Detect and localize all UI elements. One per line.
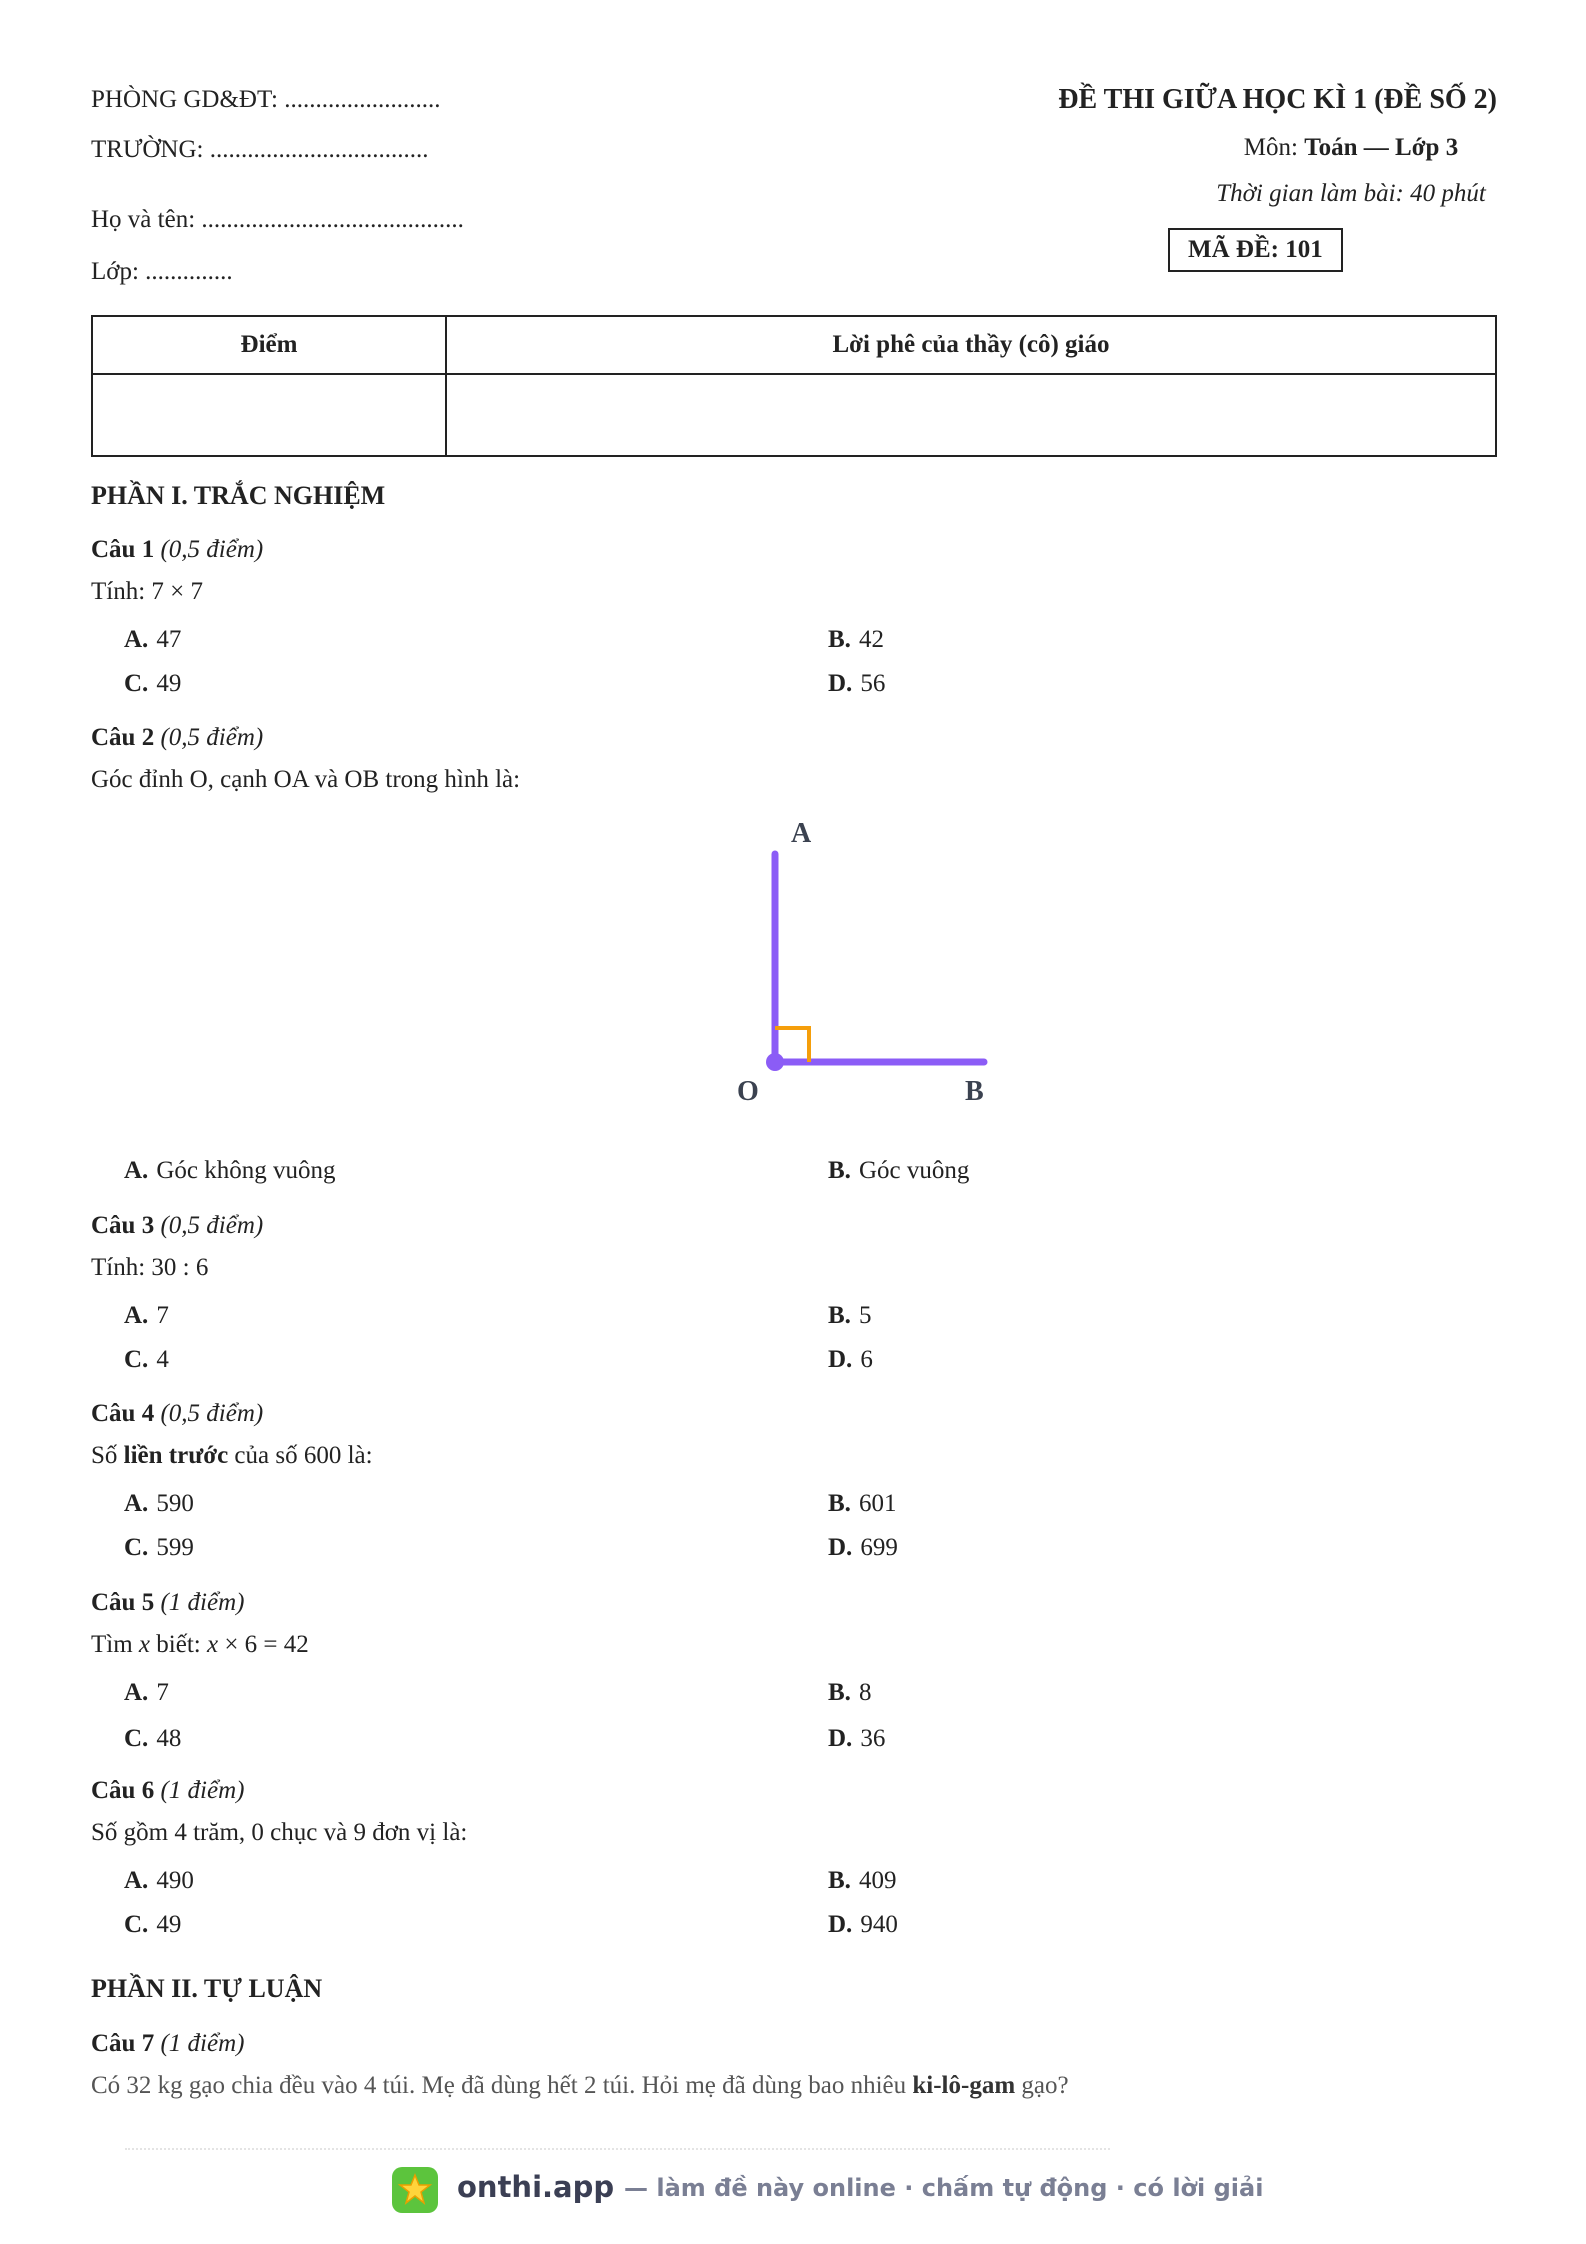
option-letter: B. bbox=[828, 626, 851, 653]
option-value: 47 bbox=[156, 626, 182, 653]
question-points: (0,5 điểm) bbox=[160, 1212, 264, 1239]
q5-option-c[interactable] bbox=[124, 1725, 181, 1753]
q1-option-c[interactable] bbox=[124, 670, 181, 698]
star-icon bbox=[392, 2167, 438, 2213]
question-1-head bbox=[91, 536, 263, 564]
subject-prefix: Môn: bbox=[1243, 134, 1305, 161]
time-limit: Thời gian làm bài: 40 phút bbox=[1216, 180, 1486, 207]
q6-option-d[interactable] bbox=[828, 1911, 898, 1939]
score-header: Điểm bbox=[92, 316, 446, 374]
text-part: Có 32 kg gạo chia đều vào 4 túi. Mẹ đã dùng hết 2 túi. Hỏi mẹ đã dùng bao nhiêu bbox=[91, 2072, 913, 2099]
q2-option-a[interactable] bbox=[124, 1157, 335, 1185]
question-label: Câu 2 bbox=[91, 724, 155, 751]
option-value: 36 bbox=[860, 1725, 886, 1752]
question-label: Câu 4 bbox=[91, 1400, 155, 1427]
label-a: A bbox=[791, 818, 812, 849]
q3-option-a[interactable] bbox=[124, 1302, 169, 1330]
q4-option-b[interactable] bbox=[828, 1490, 896, 1518]
question-points: (0,5 điểm) bbox=[160, 724, 264, 751]
question-points: (0,5 điểm) bbox=[160, 1400, 264, 1427]
option-value: 7 bbox=[156, 1679, 169, 1706]
text-part: × 6 = 42 bbox=[218, 1631, 309, 1658]
option-value: 56 bbox=[860, 670, 886, 697]
class-field: Lớp: .............. bbox=[91, 258, 233, 285]
option-value: 940 bbox=[860, 1911, 898, 1938]
option-letter: C. bbox=[124, 1534, 149, 1561]
option-value: 49 bbox=[156, 670, 182, 697]
vertex-o-dot bbox=[766, 1053, 784, 1071]
option-letter: B. bbox=[828, 1157, 851, 1184]
question-label: Câu 3 bbox=[91, 1212, 155, 1239]
brand-tagline[interactable]: — làm đề này online · chấm tự động · có lời giải bbox=[624, 2174, 1264, 2202]
option-value: 599 bbox=[156, 1534, 194, 1561]
option-letter: D. bbox=[828, 670, 853, 697]
question-label: Câu 1 bbox=[91, 536, 155, 563]
angle-figure bbox=[631, 800, 1031, 1120]
q6-option-a[interactable] bbox=[124, 1867, 194, 1895]
option-letter: B. bbox=[828, 1867, 851, 1894]
option-letter: C. bbox=[124, 1346, 149, 1373]
option-letter: C. bbox=[124, 670, 149, 697]
question-points: (1 điểm) bbox=[160, 1777, 245, 1804]
option-letter: B. bbox=[828, 1679, 851, 1706]
q6-option-b[interactable] bbox=[828, 1867, 896, 1895]
option-value: 601 bbox=[858, 1490, 897, 1517]
question-7-head bbox=[91, 2030, 244, 2058]
question-1-text: Tính: 7 × 7 bbox=[91, 578, 204, 605]
question-points: (1 điểm) bbox=[160, 1589, 245, 1616]
question-label: Câu 5 bbox=[91, 1589, 155, 1616]
score-cell[interactable] bbox=[92, 374, 446, 456]
q6-option-c[interactable] bbox=[124, 1911, 181, 1939]
q3-option-d[interactable] bbox=[828, 1346, 873, 1374]
q3-option-b[interactable] bbox=[828, 1302, 871, 1330]
option-value: 4 bbox=[156, 1346, 169, 1373]
option-value: 42 bbox=[858, 626, 884, 653]
text-part: Tìm bbox=[91, 1631, 139, 1658]
grade-table bbox=[91, 315, 1497, 457]
question-label: Câu 7 bbox=[91, 2030, 155, 2057]
option-value: 6 bbox=[860, 1346, 873, 1373]
subject-name: Toán — Lớp 3 bbox=[1304, 134, 1459, 161]
question-4-head bbox=[91, 1400, 263, 1428]
option-value: 48 bbox=[156, 1725, 182, 1752]
question-2-head bbox=[91, 724, 263, 752]
option-letter: A. bbox=[124, 1679, 149, 1706]
option-letter: D. bbox=[828, 1346, 853, 1373]
brand-logo[interactable] bbox=[392, 2167, 438, 2213]
label-b: B bbox=[965, 1076, 984, 1107]
footer-divider bbox=[125, 2148, 1110, 2150]
option-value: 8 bbox=[858, 1679, 872, 1706]
subject-line bbox=[1146, 134, 1556, 162]
option-value: 590 bbox=[156, 1490, 194, 1517]
q1-option-b[interactable] bbox=[828, 626, 884, 654]
text-part-bold: liền trước bbox=[123, 1442, 229, 1469]
text-part: biết: bbox=[150, 1631, 207, 1658]
question-7-text bbox=[91, 2072, 1069, 2100]
question-2-text: Góc đỉnh O, cạnh OA và OB trong hình là: bbox=[91, 766, 521, 793]
question-3-head bbox=[91, 1212, 263, 1240]
q5-option-d[interactable] bbox=[828, 1725, 885, 1753]
option-letter: A. bbox=[124, 1157, 149, 1184]
option-letter: B. bbox=[828, 1302, 851, 1329]
option-letter: D. bbox=[828, 1534, 853, 1561]
question-5-text bbox=[91, 1631, 309, 1659]
q5-option-a[interactable] bbox=[124, 1679, 169, 1707]
q4-option-c[interactable] bbox=[124, 1534, 194, 1562]
exam-title: ĐỀ THI GIỮA HỌC KÌ 1 (ĐỀ SỐ 2) bbox=[1058, 84, 1497, 115]
option-letter: D. bbox=[828, 1725, 853, 1752]
text-part: Số bbox=[91, 1442, 124, 1469]
question-6-head bbox=[91, 1777, 244, 1805]
q4-option-d[interactable] bbox=[828, 1534, 898, 1562]
label-o: O bbox=[737, 1076, 759, 1107]
variable-x: x bbox=[206, 1631, 219, 1658]
option-letter: A. bbox=[124, 1490, 149, 1517]
brand-name[interactable]: onthi.app bbox=[457, 2170, 615, 2204]
department-field: PHÒNG GD&ĐT: ......................... bbox=[91, 86, 441, 113]
part1-title: PHẦN I. TRẮC NGHIỆM bbox=[91, 481, 386, 510]
text-part: gạo? bbox=[1015, 2072, 1069, 2099]
option-value: 5 bbox=[858, 1302, 872, 1329]
exam-code-box bbox=[1168, 228, 1343, 272]
q4-option-a[interactable] bbox=[124, 1490, 194, 1518]
option-value: 7 bbox=[156, 1302, 169, 1329]
option-letter: A. bbox=[124, 1302, 149, 1329]
option-letter: D. bbox=[828, 1911, 853, 1938]
q5-option-b[interactable] bbox=[828, 1679, 871, 1707]
text-part-bold: ki-lô-gam bbox=[912, 2072, 1016, 2099]
option-value: 49 bbox=[156, 1911, 182, 1938]
question-6-text: Số gồm 4 trăm, 0 chục và 9 đơn vị là: bbox=[91, 1819, 468, 1846]
question-3-text: Tính: 30 : 6 bbox=[91, 1254, 209, 1281]
q3-option-c[interactable] bbox=[124, 1346, 169, 1374]
q2-option-b[interactable] bbox=[828, 1157, 969, 1185]
comment-cell[interactable] bbox=[446, 374, 1496, 456]
option-value: 409 bbox=[858, 1867, 897, 1894]
variable-x: x bbox=[138, 1631, 151, 1658]
option-letter: A. bbox=[124, 626, 149, 653]
question-4-text bbox=[91, 1442, 373, 1470]
q1-option-a[interactable] bbox=[124, 626, 181, 654]
option-letter: B. bbox=[828, 1490, 851, 1517]
text-part: của số 600 là: bbox=[228, 1442, 373, 1469]
question-5-head bbox=[91, 1589, 244, 1617]
question-points: (1 điểm) bbox=[160, 2030, 245, 2057]
exam-code: MÃ ĐỀ: 101 bbox=[1168, 228, 1343, 272]
option-letter: C. bbox=[124, 1725, 149, 1752]
option-value: 490 bbox=[156, 1867, 194, 1894]
school-field: TRƯỜNG: ................................... bbox=[91, 136, 429, 163]
option-letter: C. bbox=[124, 1911, 149, 1938]
option-value: Góc vuông bbox=[858, 1157, 970, 1184]
question-points: (0,5 điểm) bbox=[160, 536, 264, 563]
option-value: Góc không vuông bbox=[156, 1157, 336, 1184]
student-name-field: Họ và tên: .......................................... bbox=[91, 206, 464, 233]
part2-title: PHẦN II. TỰ LUẬN bbox=[91, 1974, 323, 2003]
option-letter: A. bbox=[124, 1867, 149, 1894]
q1-option-d[interactable] bbox=[828, 670, 885, 698]
question-label: Câu 6 bbox=[91, 1777, 155, 1804]
option-value: 699 bbox=[860, 1534, 898, 1561]
comment-header: Lời phê của thầy (cô) giáo bbox=[446, 316, 1496, 374]
